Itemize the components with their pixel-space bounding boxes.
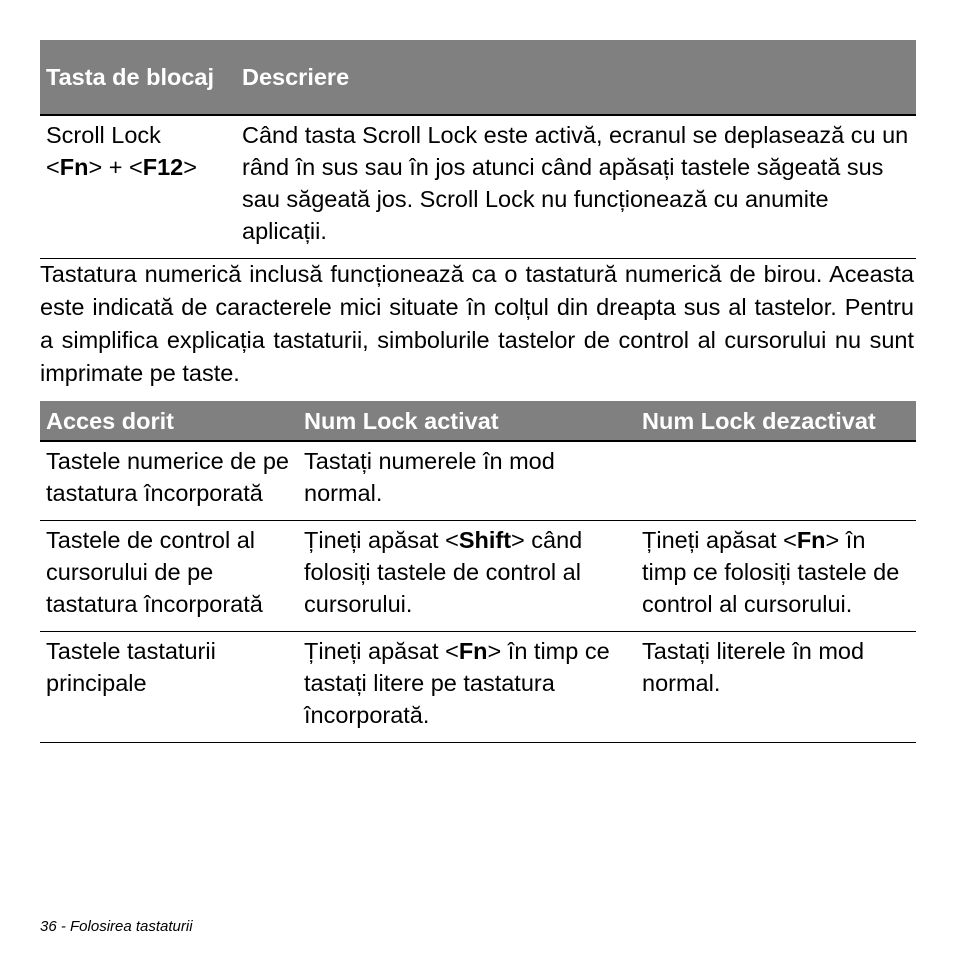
access-cell: Tastele tastaturii principale (40, 632, 298, 743)
numlock-on-cell (298, 521, 636, 632)
numlock-off-cell (636, 521, 916, 632)
key-f12: F12 (142, 154, 184, 180)
table-row (40, 632, 916, 743)
cell-text: Țineți apăsat < (304, 527, 459, 553)
plus-sign: + (102, 154, 129, 180)
header-description: Descriere (236, 40, 916, 115)
access-cell: Tastele numerice de pe tastatura încorporată (40, 441, 298, 521)
cell-text: > în timp ce tastați litere pe tastatura încorporată. (304, 638, 610, 728)
page-footer: 36 - Folosirea tastaturii (40, 918, 193, 935)
cell-text: Țineți apăsat < (642, 527, 797, 553)
table-row (40, 115, 916, 259)
lock-key-name: Scroll Lock (46, 122, 161, 148)
access-cell: Tastele de control al cursorului de pe tastatura încorporată (40, 521, 298, 632)
bracket: < (46, 154, 60, 180)
header-access: Acces dorit (40, 401, 298, 441)
cell-text: > în timp ce folosiți tastele de control al cursorului. (642, 527, 900, 617)
numlock-on-cell: Tastați numerele în mod normal. (298, 441, 636, 521)
bracket: > (183, 154, 197, 180)
key-fn: Fn (458, 638, 488, 664)
key-shift: Shift (458, 527, 512, 553)
table-header-row (40, 40, 916, 115)
header-numlock-on: Num Lock activat (298, 401, 636, 441)
numeric-keypad-paragraph: Tastatura numerică inclusă funcționează ca o tastatură numerică de birou. Aceasta este indicată de caracterele mici situate în colțul din dreapta sus al tastelor. Pentru a simplifica explicația tastaturii, simbolurile tastelor de control al cursorului nu sunt imprimate pe taste. (40, 261, 914, 386)
bracket: > (88, 154, 103, 180)
bracket: < (128, 154, 143, 180)
table-header-row (40, 401, 916, 441)
cell-text: Țineți apăsat < (304, 638, 459, 664)
numlock-off-cell: Tastați literele în mod normal. (636, 632, 916, 743)
lock-key-description: Când tasta Scroll Lock este activă, ecranul se deplasează cu un rând în sus sau în jos atunci când apăsați tastele săgeată sus sau săgeată jos. Scroll Lock nu funcționează cu anumite aplicații. (236, 115, 916, 259)
lock-key-table (40, 40, 916, 259)
key-fn: Fn (796, 527, 826, 553)
table-row (40, 441, 916, 521)
numlock-table (40, 401, 916, 743)
key-fn: Fn (59, 154, 89, 180)
numlock-on-cell (298, 632, 636, 743)
table-row (40, 521, 916, 632)
lock-key-cell (40, 115, 236, 259)
header-lock-key: Tasta de blocaj (40, 40, 236, 115)
header-numlock-off: Num Lock dezactivat (636, 401, 916, 441)
numlock-off-cell (636, 441, 916, 521)
cell-text: > când folosiți tastele de control al cursorului. (304, 527, 583, 617)
